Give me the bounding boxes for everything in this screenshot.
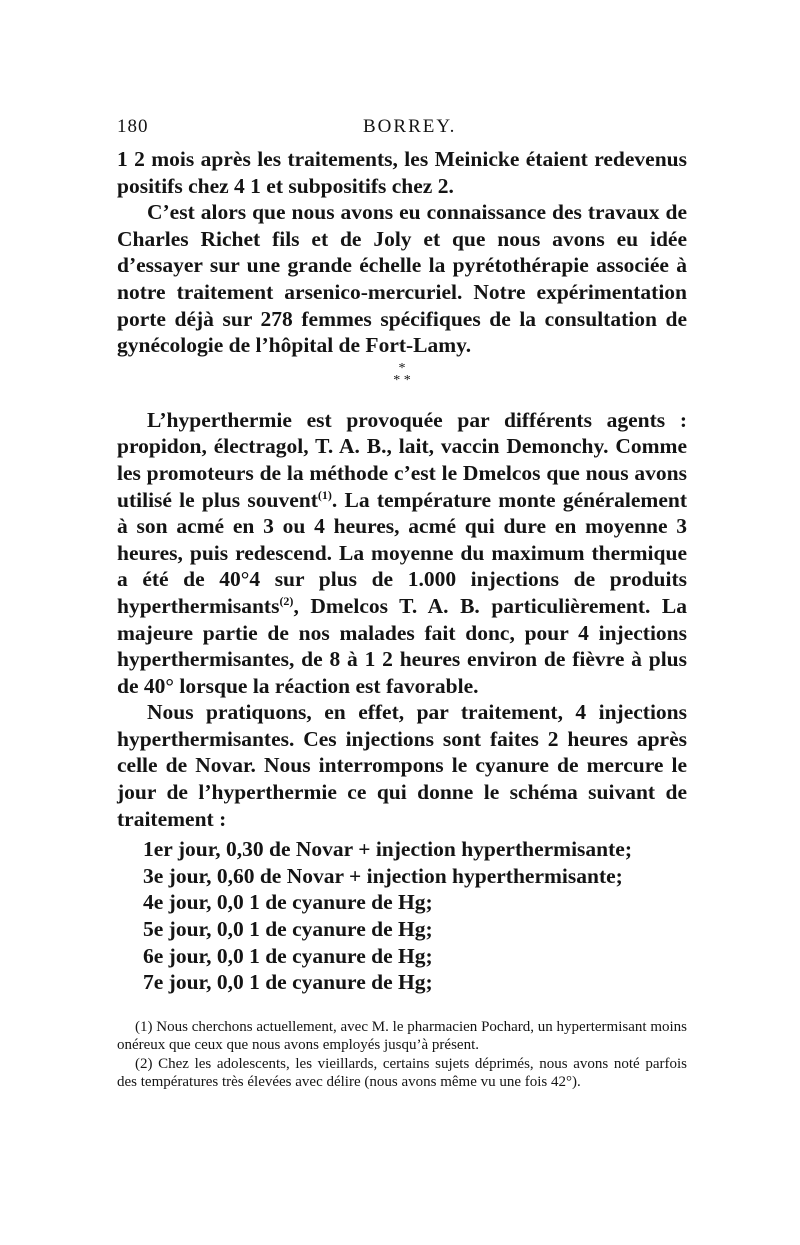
schedule-line: 3e jour, 0,60 de Novar + injection hyperthermisante; bbox=[143, 863, 623, 888]
paragraph-2: C’est alors que nous avons eu connaissance des travaux de Charles Richet fils et de Joly et que nous avons eu idée d’essayer sur une grande échelle la pyrétothérapie associée à notre traitement arsenico-mercuriel. Notre expérimentation porte déjà sur 278 femmes spécifiques de la consultation de gynécologie de l’hôpital de Fort-Lamy. bbox=[117, 200, 687, 358]
footnote-ref-2: (2) bbox=[279, 593, 294, 608]
footnote-2: (2) Chez les adolescents, les vieillards, certains sujets déprimés, nous avons noté parfois des températures très élevées avec délire (nous avons même vu une fois 42°). bbox=[117, 1055, 687, 1091]
footnote-spacer bbox=[117, 1006, 687, 1018]
schedule-line: 6e jour, 0,0 1 de cyanure de Hg; bbox=[143, 943, 433, 968]
treatment-schedule bbox=[117, 836, 687, 996]
paragraph-3-text-c: , Dmelcos T. A. B. particulièrement. La majeure partie de nos malades fait donc, pour 4 injections hyperthermisantes, de 8 à 1 2 heures environ de fièvre à plus de 40° lorsque la réaction est favorable. bbox=[117, 593, 687, 698]
footnote-1: (1) Nous cherchons actuellement, avec M. le pharmacien Pochard, un hypertermisant moins onéreux que ceux que nous avons employés jusqu’à présent. bbox=[117, 1018, 687, 1054]
paragraph-1: 1 2 mois après les traitements, les Meinicke étaient redevenus positifs chez 4 1 et subpositifs chez 2. bbox=[117, 147, 687, 198]
paragraph-3-text-b: . La température monte généralement à son acmé en 3 ou 4 heures, acmé qui dure en moyenne 3 heures, puis redescend. La moyenne du maximum thermique a été de 40°4 sur plus de 1.000 injections de produits hyperthermisants bbox=[117, 487, 688, 618]
running-head: BORREY. bbox=[363, 116, 457, 137]
paragraph-4: Nous pratiquons, en effet, par traitement, 4 injections hyperthermisantes. Ces injections sont faites 2 heures après celle de Novar. Nous interrompons le cyanure de mercure le jour de l’hyperthermie ce qui donne le schéma suivant de traitement : bbox=[117, 700, 687, 831]
separator-stars-bottom: * * bbox=[393, 372, 411, 388]
schedule-line: 1er jour, 0,30 de Novar + injection hyperthermisante; bbox=[143, 837, 632, 862]
page-header bbox=[117, 112, 687, 146]
separator-star-top: * bbox=[398, 360, 406, 376]
section-separator bbox=[117, 360, 687, 397]
paragraph-3-text-a: L’hyperthermie est provoquée par différents agents : propidon, électragol, T. A. B., lait, vaccin Demonchy. Comme les promoteurs de la méthode c’est le Dmelcos que nous avons utilisé le plus souvent bbox=[117, 407, 687, 512]
schedule-line: 5e jour, 0,0 1 de cyanure de Hg; bbox=[143, 917, 433, 942]
paragraph-3 bbox=[117, 407, 687, 700]
footnote-ref-1: (1) bbox=[317, 487, 332, 502]
page bbox=[117, 112, 687, 1092]
page-number: 180 bbox=[117, 116, 149, 137]
schedule-line: 4e jour, 0,0 1 de cyanure de Hg; bbox=[143, 890, 433, 915]
schedule-line: 7e jour, 0,0 1 de cyanure de Hg; bbox=[143, 970, 433, 995]
